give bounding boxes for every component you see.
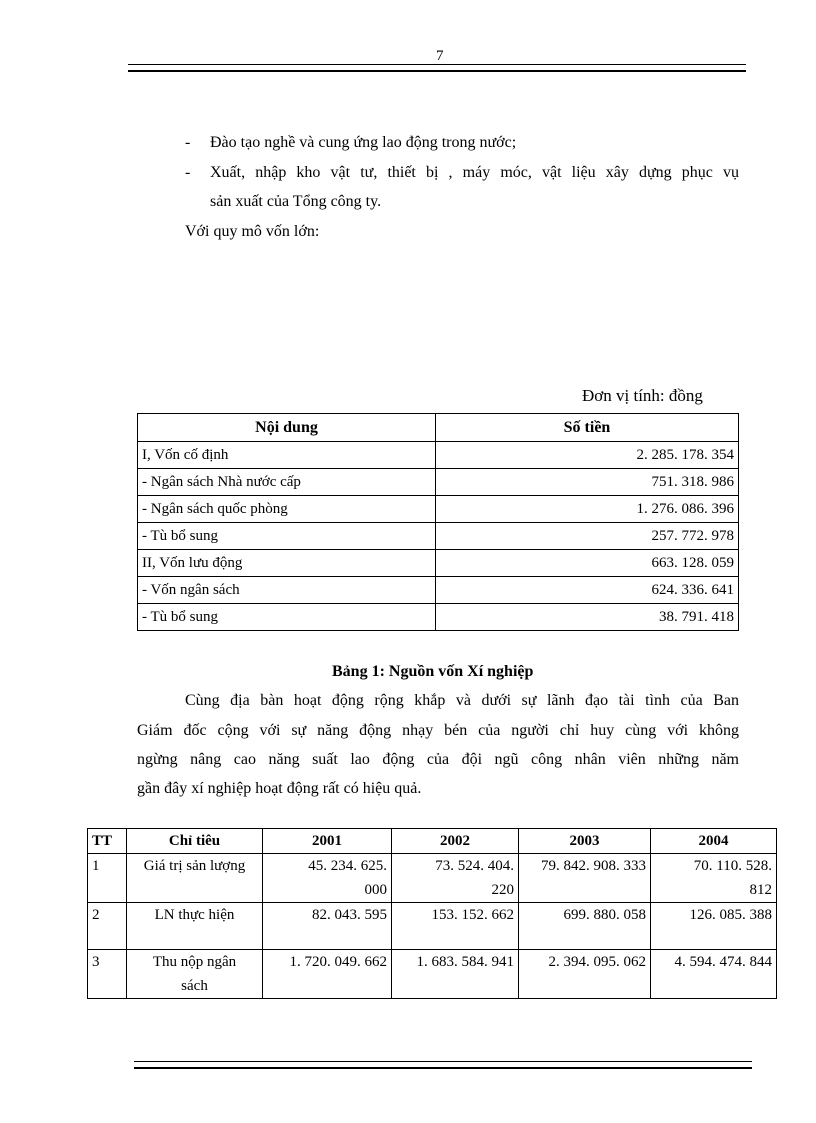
- table-row: [138, 442, 739, 469]
- intro-line: Với quy mô vốn lớn:: [185, 223, 320, 240]
- capital-table: [137, 413, 739, 631]
- table-header-row: [88, 829, 777, 854]
- row-indicator: Thu nộp ngân sách: [127, 950, 263, 999]
- column-header: Số tiền: [436, 414, 739, 442]
- bullet-text: Xuất, nhập kho vật tư, thiết bị , máy móc, vật liệu xây dựng phục vụ: [210, 164, 739, 181]
- bullet-text-continued: sản xuất của Tổng công ty.: [210, 193, 382, 210]
- paragraph-line: Giám đốc cộng với sự năng động nhạy bén của người chỉ huy cùng với không: [137, 722, 739, 739]
- row-value: 38. 791. 418: [436, 604, 739, 631]
- cell-2002: 73. 524. 404. 220: [392, 854, 519, 903]
- cell-2003: 699. 880. 058: [519, 903, 651, 950]
- row-label: - Tù bổ sung: [138, 604, 436, 631]
- table-row: [88, 950, 777, 999]
- page-number: 7: [436, 48, 444, 64]
- row-value: 1. 276. 086. 396: [436, 496, 739, 523]
- row-label: - Ngân sách Nhà nước cấp: [138, 469, 436, 496]
- column-header: 2004: [651, 829, 777, 854]
- cell-2004: 4. 594. 474. 844: [651, 950, 777, 999]
- header-rule: [128, 64, 746, 72]
- row-value: 2. 285. 178. 354: [436, 442, 739, 469]
- column-header: 2003: [519, 829, 651, 854]
- cell-2003: 79. 842. 908. 333: [519, 854, 651, 903]
- column-header: 2002: [392, 829, 519, 854]
- bullet-dash: -: [185, 134, 191, 151]
- row-indicator: LN thực hiện: [127, 903, 263, 950]
- cell-2001: 82. 043. 595: [263, 903, 392, 950]
- cell-2001: 1. 720. 049. 662: [263, 950, 392, 999]
- row-index: 3: [88, 950, 127, 999]
- row-label: - Tù bổ sung: [138, 523, 436, 550]
- table-row: [88, 903, 777, 950]
- row-indicator: Giá trị sản lượng: [127, 854, 263, 903]
- cell-2002: 1. 683. 584. 941: [392, 950, 519, 999]
- cell-2004: 126. 085. 388: [651, 903, 777, 950]
- row-label: II, Vốn lưu động: [138, 550, 436, 577]
- table-row: [138, 577, 739, 604]
- row-value: 257. 772. 978: [436, 523, 739, 550]
- row-label: - Ngân sách quốc phòng: [138, 496, 436, 523]
- row-index: 2: [88, 903, 127, 950]
- paragraph-line: Cùng địa bàn hoạt động rộng khắp và dưới sự lãnh đạo tài tình của Ban: [185, 692, 739, 709]
- paragraph-line: ngừng nâng cao năng suất lao động của đội ngũ công nhân viên những năm: [137, 751, 739, 768]
- bullet-text: Đào tạo nghề và cung ứng lao động trong nước;: [210, 134, 517, 151]
- table-row: [88, 854, 777, 903]
- footer-rule: [134, 1061, 752, 1069]
- row-value: 663. 128. 059: [436, 550, 739, 577]
- bullet-dash: -: [185, 164, 191, 181]
- paragraph-line: gần đây xí nghiệp hoạt động rất có hiệu quả.: [137, 780, 422, 797]
- row-label: I, Vốn cố định: [138, 442, 436, 469]
- table-row: [138, 523, 739, 550]
- unit-label: Đơn vị tính: đồng: [582, 386, 703, 405]
- column-header: Chỉ tiêu: [127, 829, 263, 854]
- column-header: TT: [88, 829, 127, 854]
- column-header: Nội dung: [138, 414, 436, 442]
- cell-2002: 153. 152. 662: [392, 903, 519, 950]
- table-row: [138, 550, 739, 577]
- cell-2003: 2. 394. 095. 062: [519, 950, 651, 999]
- column-header: 2001: [263, 829, 392, 854]
- row-value: 624. 336. 641: [436, 577, 739, 604]
- table-header-row: [138, 414, 739, 442]
- table-row: [138, 496, 739, 523]
- row-index: 1: [88, 854, 127, 903]
- cell-2001: 45. 234. 625. 000: [263, 854, 392, 903]
- row-label: - Vốn ngân sách: [138, 577, 436, 604]
- performance-table: [87, 828, 777, 999]
- table-row: [138, 469, 739, 496]
- row-value: 751. 318. 986: [436, 469, 739, 496]
- cell-2004: 70. 110. 528. 812: [651, 854, 777, 903]
- table-row: [138, 604, 739, 631]
- table-caption: Bảng 1: Nguồn vốn Xí nghiệp: [332, 663, 534, 680]
